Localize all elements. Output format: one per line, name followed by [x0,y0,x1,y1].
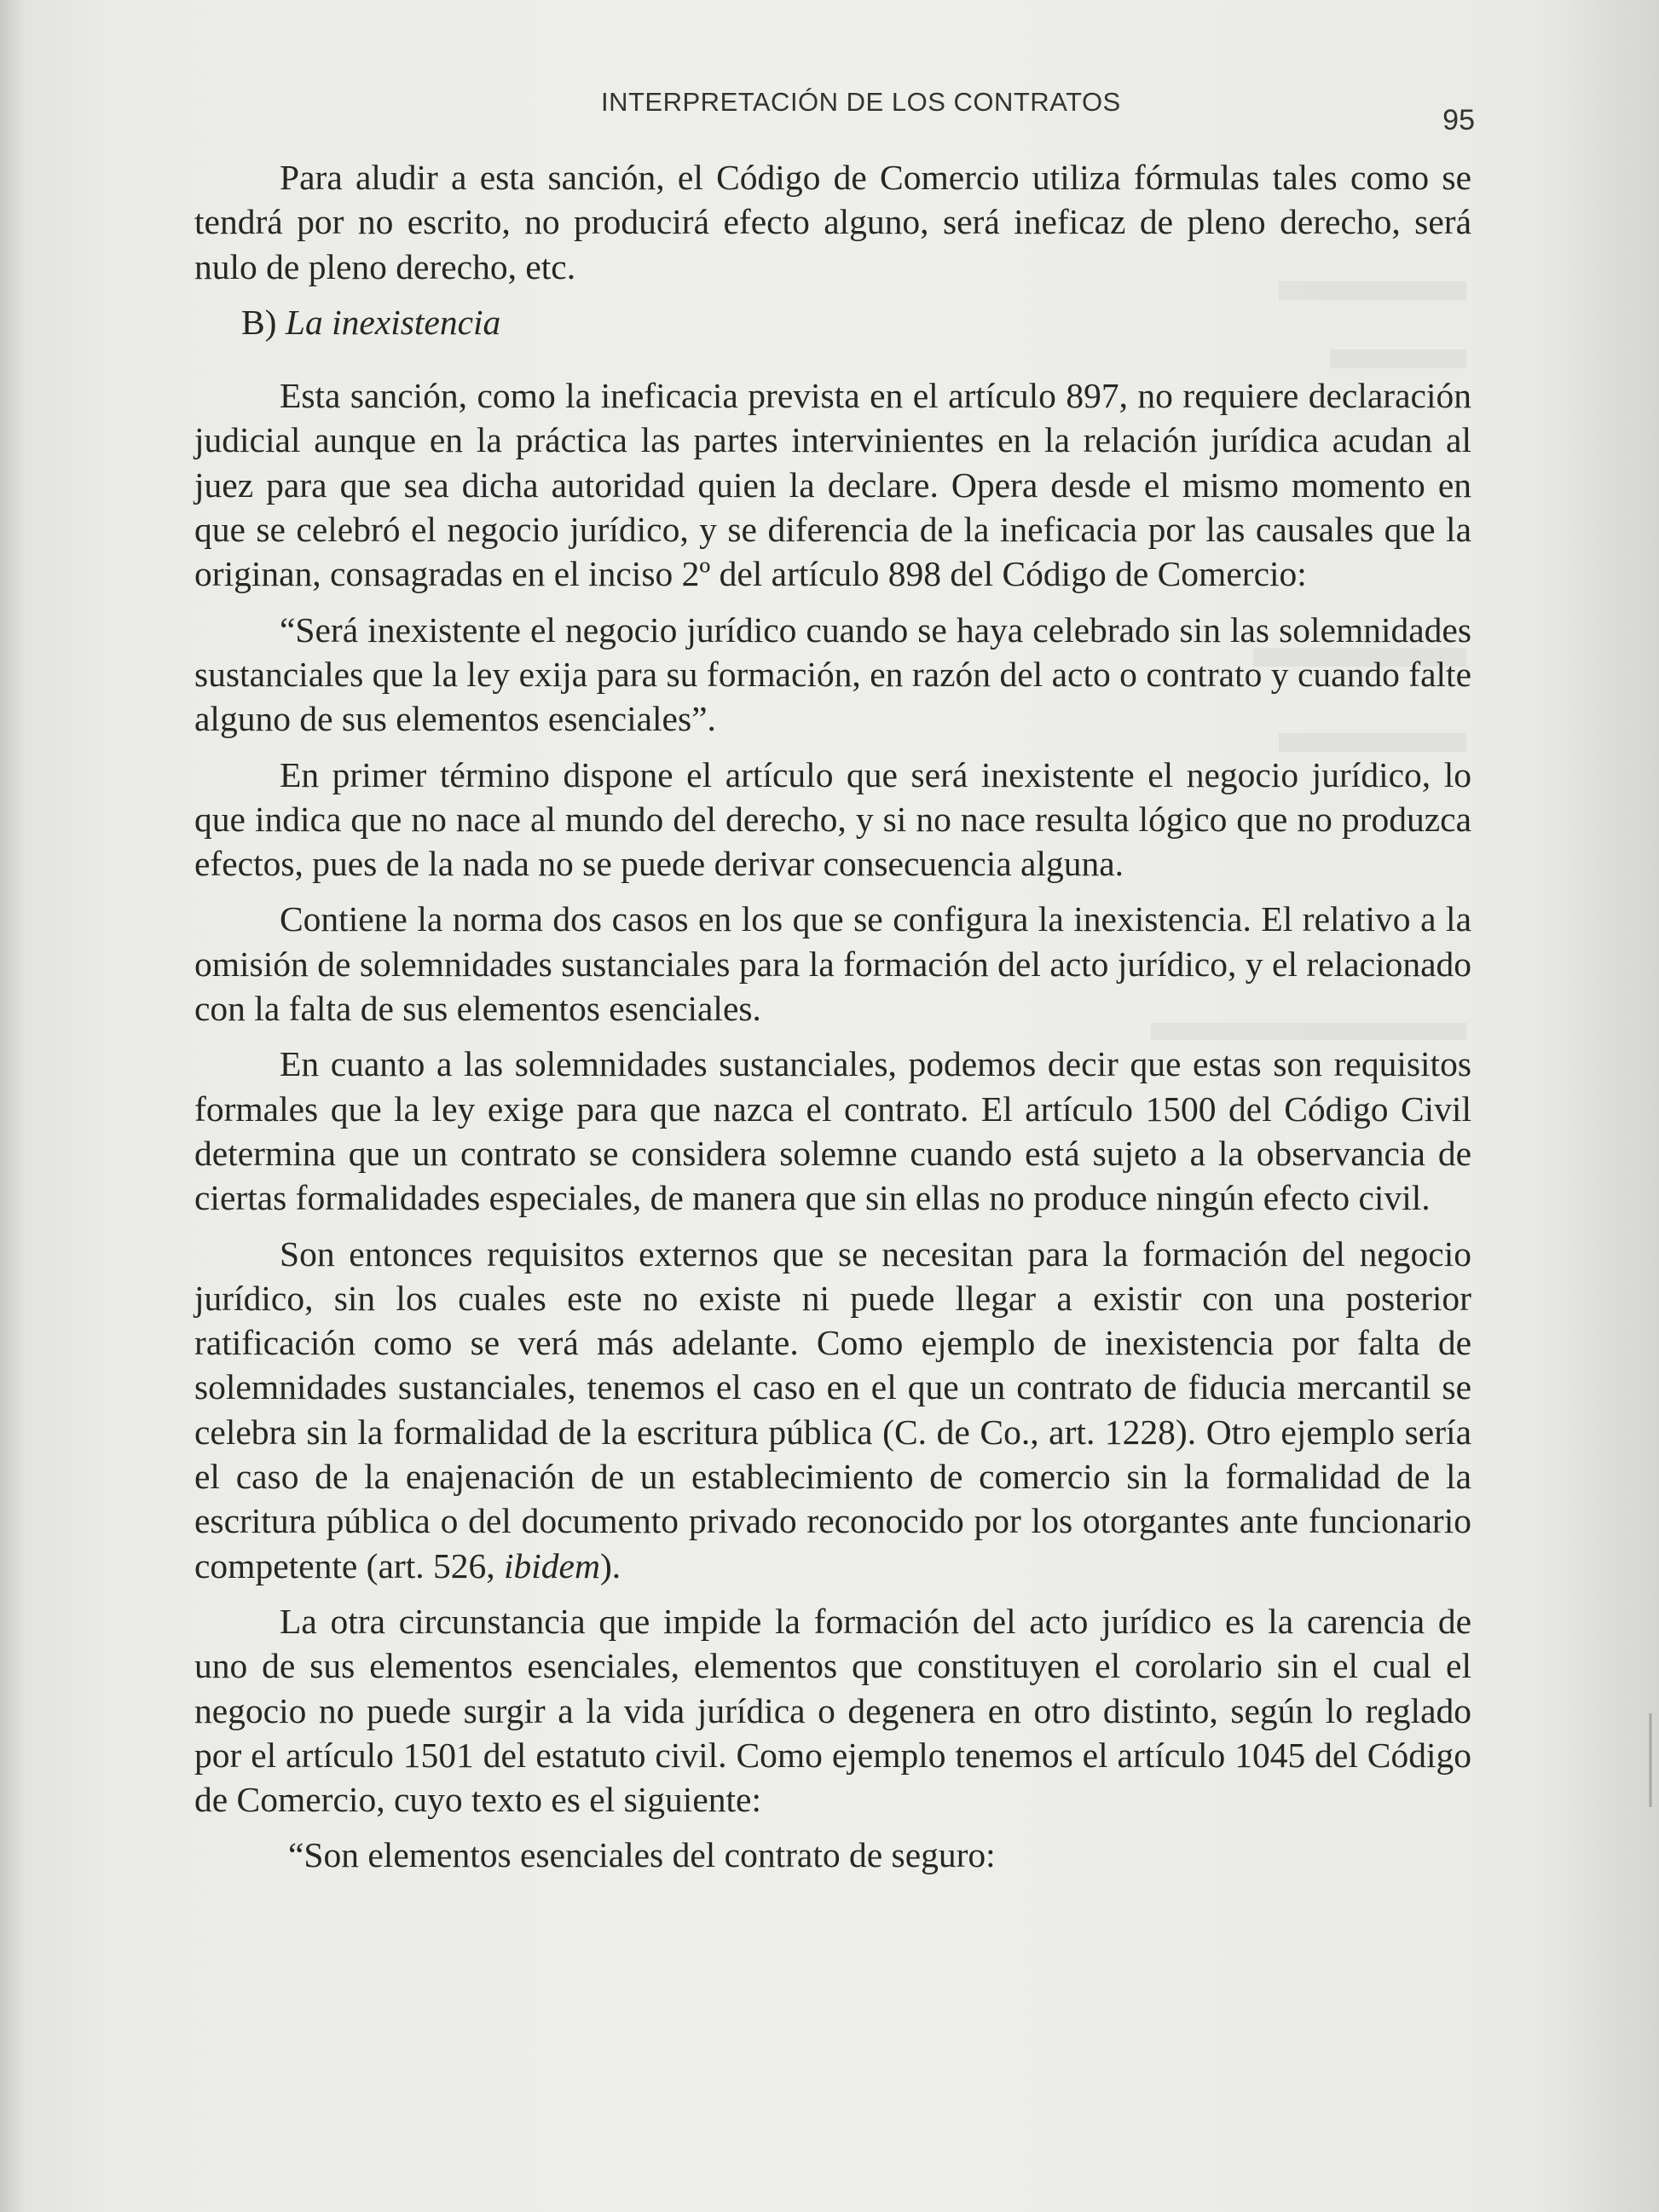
running-head: INTERPRETACIÓN DE LOS CONTRATOS [601,87,1121,117]
paragraph-solemnidades: En cuanto a las solemnidades sustanciales, podemos decir que estas son requisitos formales que la ley exige para que nazca el contrato. El artículo 1500 del Código Civil determina que un contrato se considera solemne cuando está sujeto a la observancia de ciertas formalidades especiales, de manera que sin ellas no produce ningún efecto civil. [194,1044,1471,1218]
quote-articulo-898: “Será inexistente el negocio jurídico cuando se haya celebrado sin las solemnidades sustanciales que la ley exija para su formación, en razón del acto o contrato y cuando falte alguno de sus elementos esenciales”. [194,609,1471,739]
paragraph-primer-termino: En primer término dispone el artículo que será inexistente el negocio jurídico, lo que indica que no nace al mundo del derecho, y si no nace resulta lógico que no produzca efectos, pues de la nada no se puede derivar consecuencia alguna. [194,754,1471,884]
paragraph-requisitos-text: Son entonces requisitos externos que se necesitan para la formación del negocio jurídico, sin los cuales este no existe ni puede llegar a existir con una posterior ratificación como se verá más adelante. Como ejemplo de inexistencia por falta de solemnidades sustanciales, tenemos el caso en el que un contrato de fiducia mercantil se celebra sin la formalidad de la escritura pública (C. de Co., art. 1228). Otro ejemplo sería el caso de la enajenación de un establecimiento de comercio sin la formalidad de la escritura pública o del documento privado reconocido por los otorgantes ante funcionario competente (art. 526, [194,1233,1471,1585]
paragraph-inexistencia-intro: Esta sanción, como la ineficacia prevista en el artículo 897, no requiere declaración judicial aunque en la práctica las partes intervinientes en la relación jurídica acudan al juez para que sea dicha autoridad quien la declare. Opera desde el mismo momento en que se celebró el negocio jurídico, y se diferencia de la ineficacia por las causales que la originan, consagradas en el inciso 2º del artículo 898 del Código de Comercio: [194,376,1471,594]
paragraph-sancion-formulas: Para aludir a esta sanción, el Código de Comercio utiliza fórmulas tales como se tendrá por no escrito, no producirá efecto alguno, será ineficaz de pleno derecho, será nulo de pleno derecho, etc. [194,158,1471,286]
quote-contrato-seguro: “Son elementos esenciales del contrato de seguro: [288,1835,996,1875]
paragraph-dos-casos: Contiene la norma dos casos en los que se configura la inexistencia. El relativo a la omisión de solemnidades sustanciales para la formación del acto jurídico, y el relacionado con la falta de sus elementos esenciales. [194,899,1471,1029]
section-letter: B) [241,302,277,342]
ibidem-citation: ibidem [503,1545,600,1585]
section-title: La inexistencia [285,302,501,342]
page-body [194,155,1471,1889]
paragraph-elementos-esenciales: La otra circunstancia que impide la formación del acto jurídico es la carencia de uno de sus elementos esenciales, elementos que constituyen el corolario sin el cual el negocio no puede surgir a la vida jurídica o degenera en otro distinto, según lo reglado por el artículo 1501 del estatuto civil. Como ejemplo tenemos el artículo 1045 del Código de Comercio, cuyo texto es el siguiente: [194,1601,1471,1820]
page-header [196,84,1475,135]
section-heading [194,300,1471,344]
paragraph-requisitos-externos [194,1232,1471,1588]
page-number: 95 [1442,104,1475,136]
paragraph-requisitos-end: ). [599,1545,621,1585]
